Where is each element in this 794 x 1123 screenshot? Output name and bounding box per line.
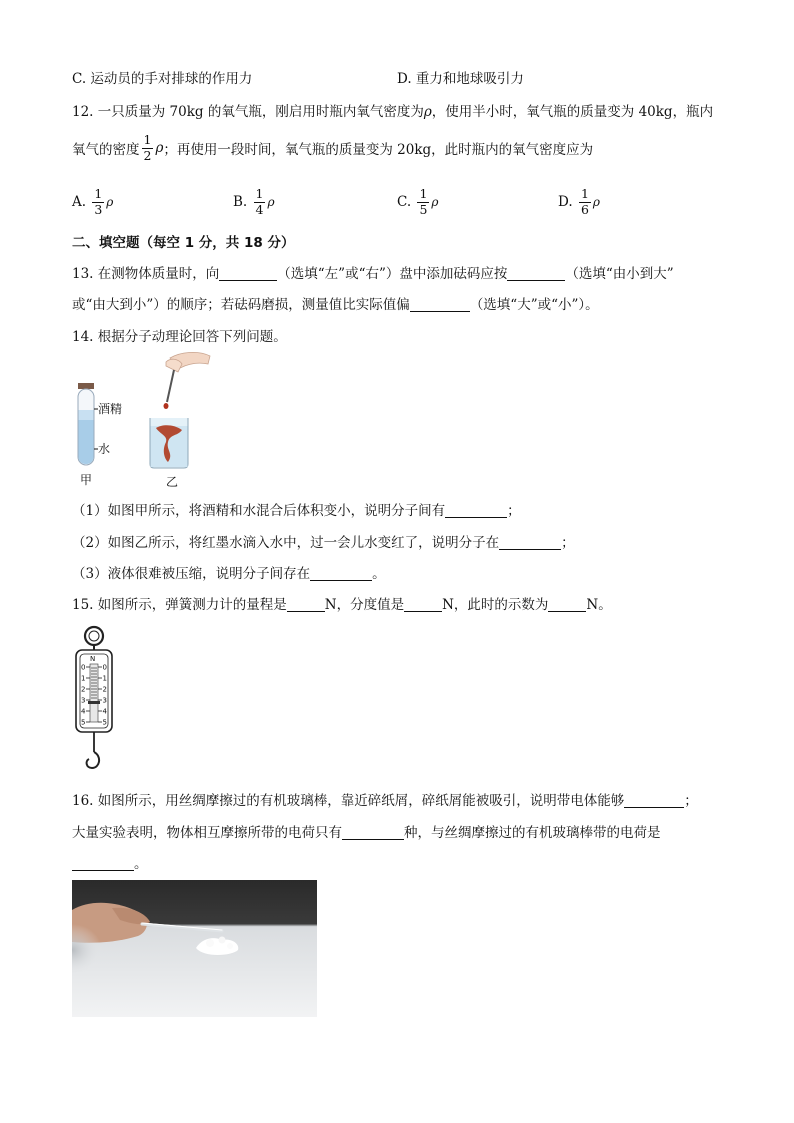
answer-blank[interactable] xyxy=(404,597,442,612)
q12-option-c: C. $\frac{1}{5}$ ρ xyxy=(397,186,439,217)
label-yi: 乙 xyxy=(166,475,179,489)
q12-option-b: B. $\frac{1}{4}$ ρ xyxy=(233,186,275,217)
answer-blank[interactable] xyxy=(499,535,561,550)
label-jia: 甲 xyxy=(80,473,93,487)
q14-sub3: （3）液体很难被压缩，说明分子间存在 。 xyxy=(72,566,386,582)
label-alcohol: 酒精 xyxy=(98,402,123,416)
scale-label-left-0: 0 xyxy=(81,663,86,672)
label-water: 水 xyxy=(98,442,111,456)
scale-label-right-3: 3 xyxy=(102,696,107,705)
q13-line2: 或“由大到小”）的顺序；若砝码磨损，测量值比实际值偏 （选填“大”或“小”）。 xyxy=(72,297,599,313)
scale-label-left-1: 1 xyxy=(81,674,86,683)
q14-sub1: （1）如图甲所示，将酒精和水混合后体积变小，说明分子间有 ； xyxy=(72,503,521,519)
scale-label-left-2: 2 xyxy=(81,685,86,694)
fraction-half: $\frac{1}{2}$ xyxy=(143,132,152,163)
q12-option-a: A. $\frac{1}{3}$ ρ xyxy=(72,186,114,217)
answer-blank[interactable] xyxy=(624,793,684,808)
scale-label-left-4: 4 xyxy=(81,707,86,716)
scale-label-right-2: 2 xyxy=(102,685,107,694)
answer-blank[interactable] xyxy=(287,597,325,612)
scale-label-left-5: 5 xyxy=(81,718,86,727)
answer-blank[interactable] xyxy=(548,597,586,612)
q12-line2: 氧气的密度 $\frac{1}{2}$ ρ；再使用一段时间，氧气瓶的质量变为 20kg，此时瓶内的氧气密度应为 xyxy=(72,132,594,163)
answer-blank[interactable] xyxy=(219,266,277,281)
q12-line1: 12. 一只质量为 70kg 的氧气瓶，刚启用时瓶内氧气密度为ρ，使用半小时，氧气瓶的质量变为 40kg，瓶内 xyxy=(72,104,714,120)
spring-scale-figure xyxy=(72,622,122,774)
q16-line1: 16. 如图所示，用丝绸摩擦过的有机玻璃棒，靠近碎纸屑，碎纸屑能被吸引，说明带电体能够 ； xyxy=(72,793,698,809)
beaker-figure-yi xyxy=(150,352,210,489)
q16-line3: 。 xyxy=(72,852,148,872)
q15-stem: 15. 如图所示，弹簧测力计的量程是 N，分度值是 N，此时的示数为 N。 xyxy=(72,597,612,613)
scale-label-left-3: 3 xyxy=(81,696,86,705)
q12-option-d: D. $\frac{1}{6}$ ρ xyxy=(558,186,600,217)
section-heading-fill-in: 二、填空题（每空 1 分，共 18 分） xyxy=(72,235,295,251)
scale-label-right-1: 1 xyxy=(102,674,107,683)
answer-blank[interactable] xyxy=(410,297,470,312)
scale-unit-label: N xyxy=(90,655,96,663)
q14-stem: 14. 根据分子动理论回答下列问题。 xyxy=(72,329,287,345)
scale-label-right-0: 0 xyxy=(102,663,107,672)
q14-sub2: （2）如图乙所示，将红墨水滴入水中，过一会儿水变红了，说明分子在 ； xyxy=(72,535,575,551)
answer-blank[interactable] xyxy=(507,266,565,281)
test-tube-figure-jia xyxy=(78,383,122,487)
photo-glass-rod-paper-scraps xyxy=(72,880,317,1017)
q14-figure xyxy=(70,350,240,490)
answer-blank[interactable] xyxy=(342,825,404,840)
q16-line2: 大量实验表明，物体相互摩擦所带的电荷只有 种，与丝绸摩擦过的有机玻璃棒带的电荷是 xyxy=(72,825,661,841)
q11-option-c: C. 运动员的手对排球的作用力 xyxy=(72,71,253,87)
answer-blank[interactable] xyxy=(72,856,134,871)
q13-line1: 13. 在测物体质量时，向 （选填“左”或“右”）盘中添加砝码应按 （选填“由小到大” xyxy=(72,266,674,282)
q11-option-d: D. 重力和地球吸引力 xyxy=(397,71,524,87)
scale-label-right-4: 4 xyxy=(102,707,107,716)
answer-blank[interactable] xyxy=(310,566,372,581)
answer-blank[interactable] xyxy=(445,503,507,518)
scale-label-right-5: 5 xyxy=(102,718,107,727)
